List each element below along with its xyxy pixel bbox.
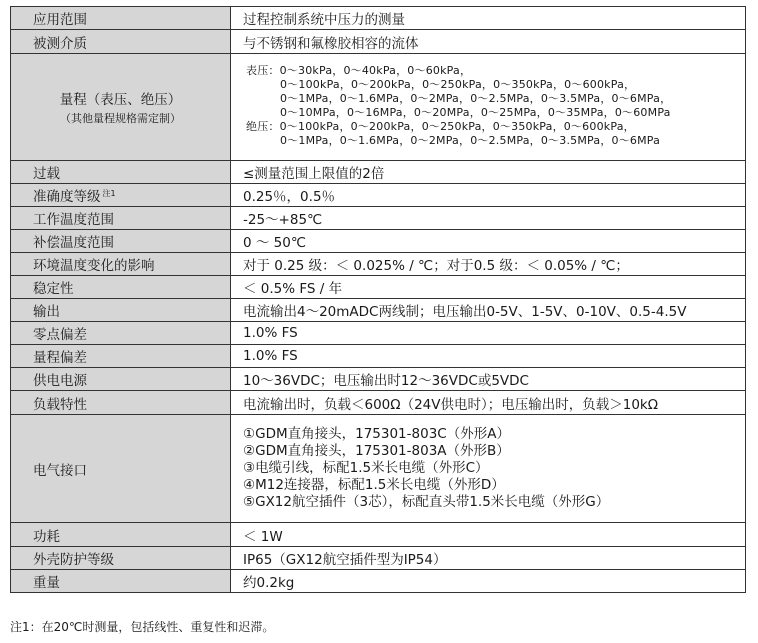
electrical-values bbox=[231, 415, 746, 523]
row-value: ≤测量范围上限值的2倍 bbox=[231, 161, 746, 184]
range-list bbox=[243, 62, 745, 152]
absolute-line: 0～1MPa，0～1.6MPa，0～2MPa，0～2.5MPa，0～3.5MPa，0～6MPa bbox=[280, 134, 661, 147]
row-value: 1.0% FS bbox=[231, 345, 746, 368]
row-value: 0 ～ 50℃ bbox=[231, 230, 746, 253]
row-value: 约0.2kg bbox=[231, 570, 746, 593]
gauge-line: 0～1MPa，0～1.6MPa，0～2MPa，0～2.5MPa，0～3.5MPa，0～6MPa， bbox=[280, 92, 672, 105]
row-value: -25～+85℃ bbox=[231, 207, 746, 230]
gauge-line: 表压：0～30kPa，0～40kPa，0～60kPa， bbox=[246, 64, 472, 77]
row-value: 电流输出4～20mADC两线制；电压输出0-5V、1-5V、0-10V、0.5-4.5V bbox=[231, 299, 746, 322]
range-sublabel: （其他量程规格需定制） bbox=[60, 112, 181, 125]
absolute-label: 绝压： bbox=[246, 120, 280, 133]
row-label: 环境温度变化的影响 bbox=[11, 253, 231, 276]
table-row bbox=[11, 30, 746, 54]
table-row bbox=[11, 230, 746, 253]
table-row bbox=[11, 253, 746, 276]
list-item: ⑤GX12航空插件（3芯），标配直头带1.5米长电缆（外形G） bbox=[243, 494, 610, 510]
row-value: 对于 0.25 级：＜ 0.025% / ℃；对于0.5 级：＜ 0.05% / ℃； bbox=[231, 253, 746, 276]
gauge-line: 0～10MPa，0～16MPa，0～20MPa，0～25MPa，0～35MPa，0～60MPa bbox=[280, 106, 671, 119]
row-label: 过载 bbox=[11, 161, 231, 184]
table-row bbox=[11, 523, 746, 547]
row-label: 被测介质 bbox=[11, 30, 231, 54]
row-label: 外壳防护等级 bbox=[11, 547, 231, 570]
table-row bbox=[11, 184, 746, 207]
row-label: 零点偏差 bbox=[11, 322, 231, 345]
list-item: ③电缆引线，标配1.5米长电缆（外形C） bbox=[243, 460, 489, 476]
table-row bbox=[11, 547, 746, 570]
list-item: ④M12连接器，标配1.5米长电缆（外形D） bbox=[243, 477, 505, 493]
range-label-cell bbox=[11, 54, 231, 161]
row-label: 重量 bbox=[11, 570, 231, 593]
row-label: 电气接口 bbox=[11, 415, 231, 523]
row-value: 10～36VDC；电压输出时12～36VDC或5VDC bbox=[231, 368, 746, 391]
absolute-line: 绝压：0～100kPa，0～200kPa，0～250kPa，0～350kPa，0～600kPa， bbox=[246, 120, 635, 133]
row-value: 与不锈钢和氟橡胶相容的流体 bbox=[231, 30, 746, 54]
table-row bbox=[11, 322, 746, 345]
table-row bbox=[11, 368, 746, 391]
row-value: IP65（GX12航空插件型为IP54） bbox=[231, 547, 746, 570]
row-value: ＜ 1W bbox=[231, 523, 746, 547]
spec-table bbox=[10, 6, 746, 593]
table-row bbox=[11, 207, 746, 230]
range-label: 量程（表压、绝压） bbox=[59, 92, 182, 108]
table-row bbox=[11, 391, 746, 415]
accuracy-label-cell bbox=[11, 184, 231, 207]
table-row bbox=[11, 415, 746, 523]
row-label: 工作温度范围 bbox=[11, 207, 231, 230]
connector-list bbox=[243, 424, 745, 513]
row-value: 1.0% FS bbox=[231, 322, 746, 345]
range-values bbox=[231, 54, 746, 161]
gauge-label: 表压： bbox=[246, 64, 280, 77]
row-label: 应用范围 bbox=[11, 7, 231, 30]
table-row bbox=[11, 7, 746, 30]
gauge-line: 0～100kPa，0～200kPa，0～250kPa，0～350kPa，0～600kPa， bbox=[280, 78, 636, 91]
row-label: 稳定性 bbox=[11, 276, 231, 299]
table-row bbox=[11, 276, 746, 299]
row-label: 补偿温度范围 bbox=[11, 230, 231, 253]
table-row bbox=[11, 54, 746, 161]
row-label: 供电电源 bbox=[11, 368, 231, 391]
table-row bbox=[11, 161, 746, 184]
row-label: 功耗 bbox=[11, 523, 231, 547]
footnote: 注1：在20℃时测量，包括线性、重复性和迟滞。 bbox=[10, 620, 275, 634]
row-value: 过程控制系统中压力的测量 bbox=[231, 7, 746, 30]
row-value: 0.25％，0.5％ bbox=[231, 184, 746, 207]
row-value: ＜ 0.5% FS / 年 bbox=[231, 276, 746, 299]
row-label: 量程偏差 bbox=[11, 345, 231, 368]
table-row bbox=[11, 345, 746, 368]
table-row bbox=[11, 299, 746, 322]
list-item: ①GDM直角接头，175301-803C（外形A） bbox=[243, 426, 510, 442]
footnote-mark: 注1 bbox=[102, 189, 116, 198]
row-label: 准确度等级 bbox=[33, 189, 101, 205]
row-label: 输出 bbox=[11, 299, 231, 322]
row-value: 电流输出时，负载＜600Ω（24V供电时）；电压输出时，负载＞10kΩ bbox=[231, 391, 746, 415]
list-item: ②GDM直角接头，175301-803A（外形B） bbox=[243, 443, 510, 459]
table-row bbox=[11, 570, 746, 593]
row-label: 负载特性 bbox=[11, 391, 231, 415]
